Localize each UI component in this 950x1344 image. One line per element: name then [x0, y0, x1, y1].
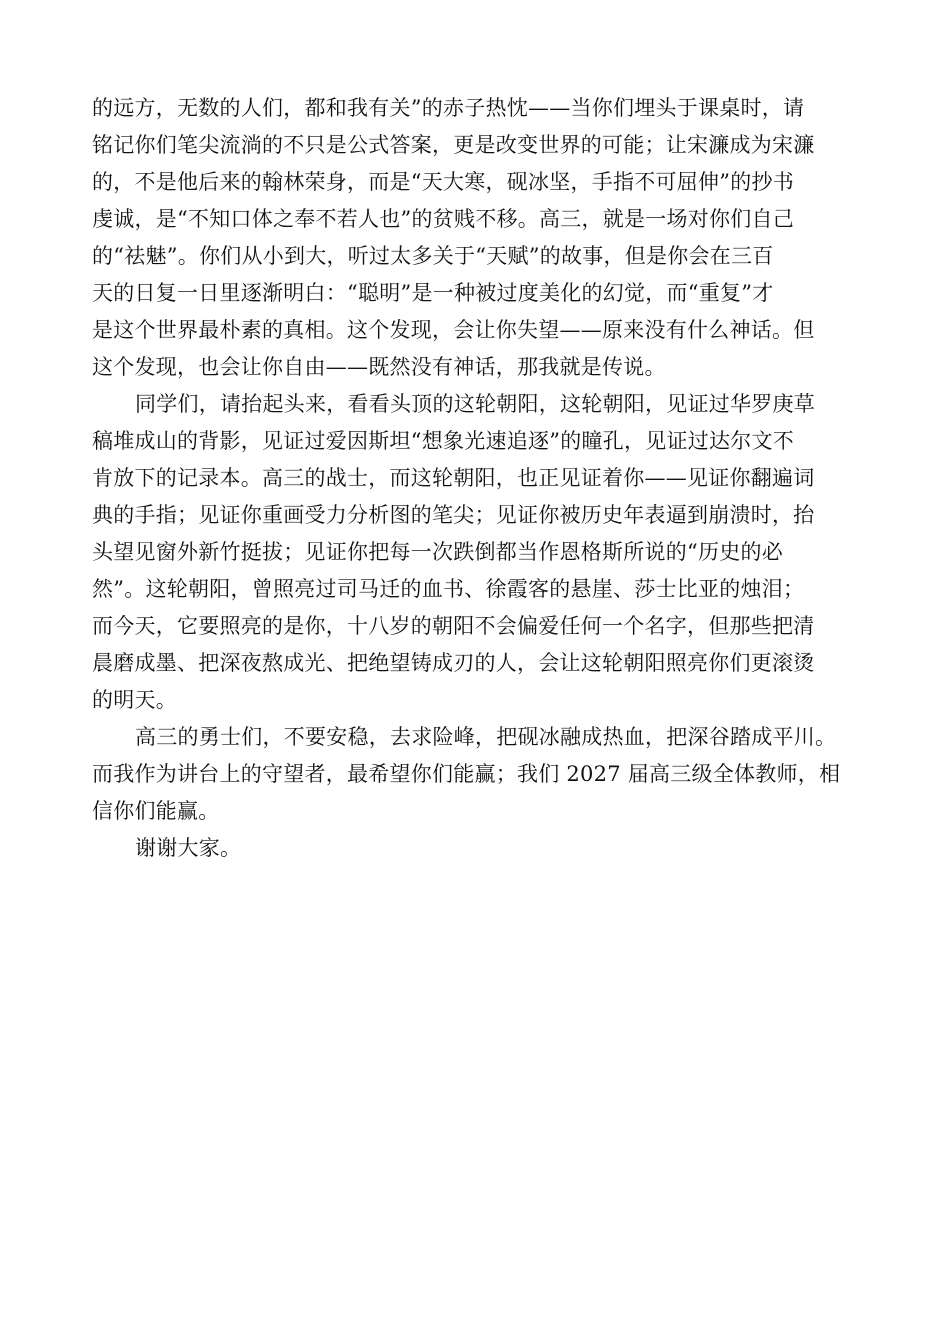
paragraph-4-line-1: 谢谢大家。: [135, 836, 242, 860]
paragraph-3-line-2: 而我作为讲台上的守望者，最希望你们能赢；我们 2027 届高三级全体教师，相: [92, 762, 841, 786]
paragraph-2-line-2: 稿堆成山的背影，见证过爱因斯坦“想象光速追逐”的瞳孔，见证过达尔文不: [92, 429, 794, 453]
paragraph-1-line-5: 的“祛魅”。你们从小到大，听过太多关于“天赋”的故事，但是你会在三百: [92, 244, 774, 268]
paragraph-2-line-1: 同学们，请抬起头来，看看头顶的这轮朝阳，这轮朝阳，见证过华罗庚草: [135, 392, 815, 416]
paragraph-2-line-5: 头望见窗外新竹挺拔；见证你把每一次跌倒都当作恩格斯所说的“历史的必: [92, 540, 783, 564]
paragraph-1-line-8: 这个发现，也会让你自由——既然没有神话，那我就是传说。: [92, 355, 666, 379]
paragraph-1-line-6: 天的日复一日里逐渐明白：“聪明”是一种被过度美化的幻觉，而“重复”才: [92, 281, 774, 305]
paragraph-1-line-3: 的，不是他后来的翰林荣身，而是“天大寒，砚冰坚，手指不可屈伸”的抄书: [92, 170, 794, 194]
paragraph-2-line-8: 晨磨成墨、把深夜熬成光、把绝望铸成刃的人，会让这轮朝阳照亮你们更滚烫: [92, 651, 815, 675]
paragraph-2-line-9: 的明天。: [92, 688, 177, 712]
paragraph-1-line-1: 的远方，无数的人们，都和我有关”的赤子热忱——当你们埋头于课桌时，请: [92, 96, 805, 120]
paragraph-2-line-6: 然”。这轮朝阳，曾照亮过司马迁的血书、徐霞客的悬崖、莎士比亚的烛泪；: [92, 577, 805, 601]
paragraph-1-line-2: 铭记你们笔尖流淌的不只是公式答案，更是改变世界的可能；让宋濂成为宋濂: [92, 133, 815, 157]
paragraph-2-line-4: 典的手指；见证你重画受力分析图的笔尖；见证你被历史年表逼到崩溃时，抬: [92, 503, 815, 527]
paragraph-1-line-4: 虔诚，是“不知口体之奉不若人也”的贫贱不移。高三，就是一场对你们自己: [92, 207, 794, 231]
paragraph-1-line-7: 是这个世界最朴素的真相。这个发现，会让你失望——原来没有什么神话。但: [92, 318, 815, 342]
paragraph-2-line-7: 而今天，它要照亮的是你，十八岁的朝阳不会偏爱任何一个名字，但那些把清: [92, 614, 815, 638]
paragraph-3-line-1: 高三的勇士们，不要安稳，去求险峰，把砚冰融成热血，把深谷踏成平川。: [135, 725, 837, 749]
paragraph-2-line-3: 肯放下的记录本。高三的战士，而这轮朝阳，也正见证着你——见证你翻遍词: [92, 466, 815, 490]
paragraph-3-line-3: 信你们能赢。: [92, 799, 220, 823]
